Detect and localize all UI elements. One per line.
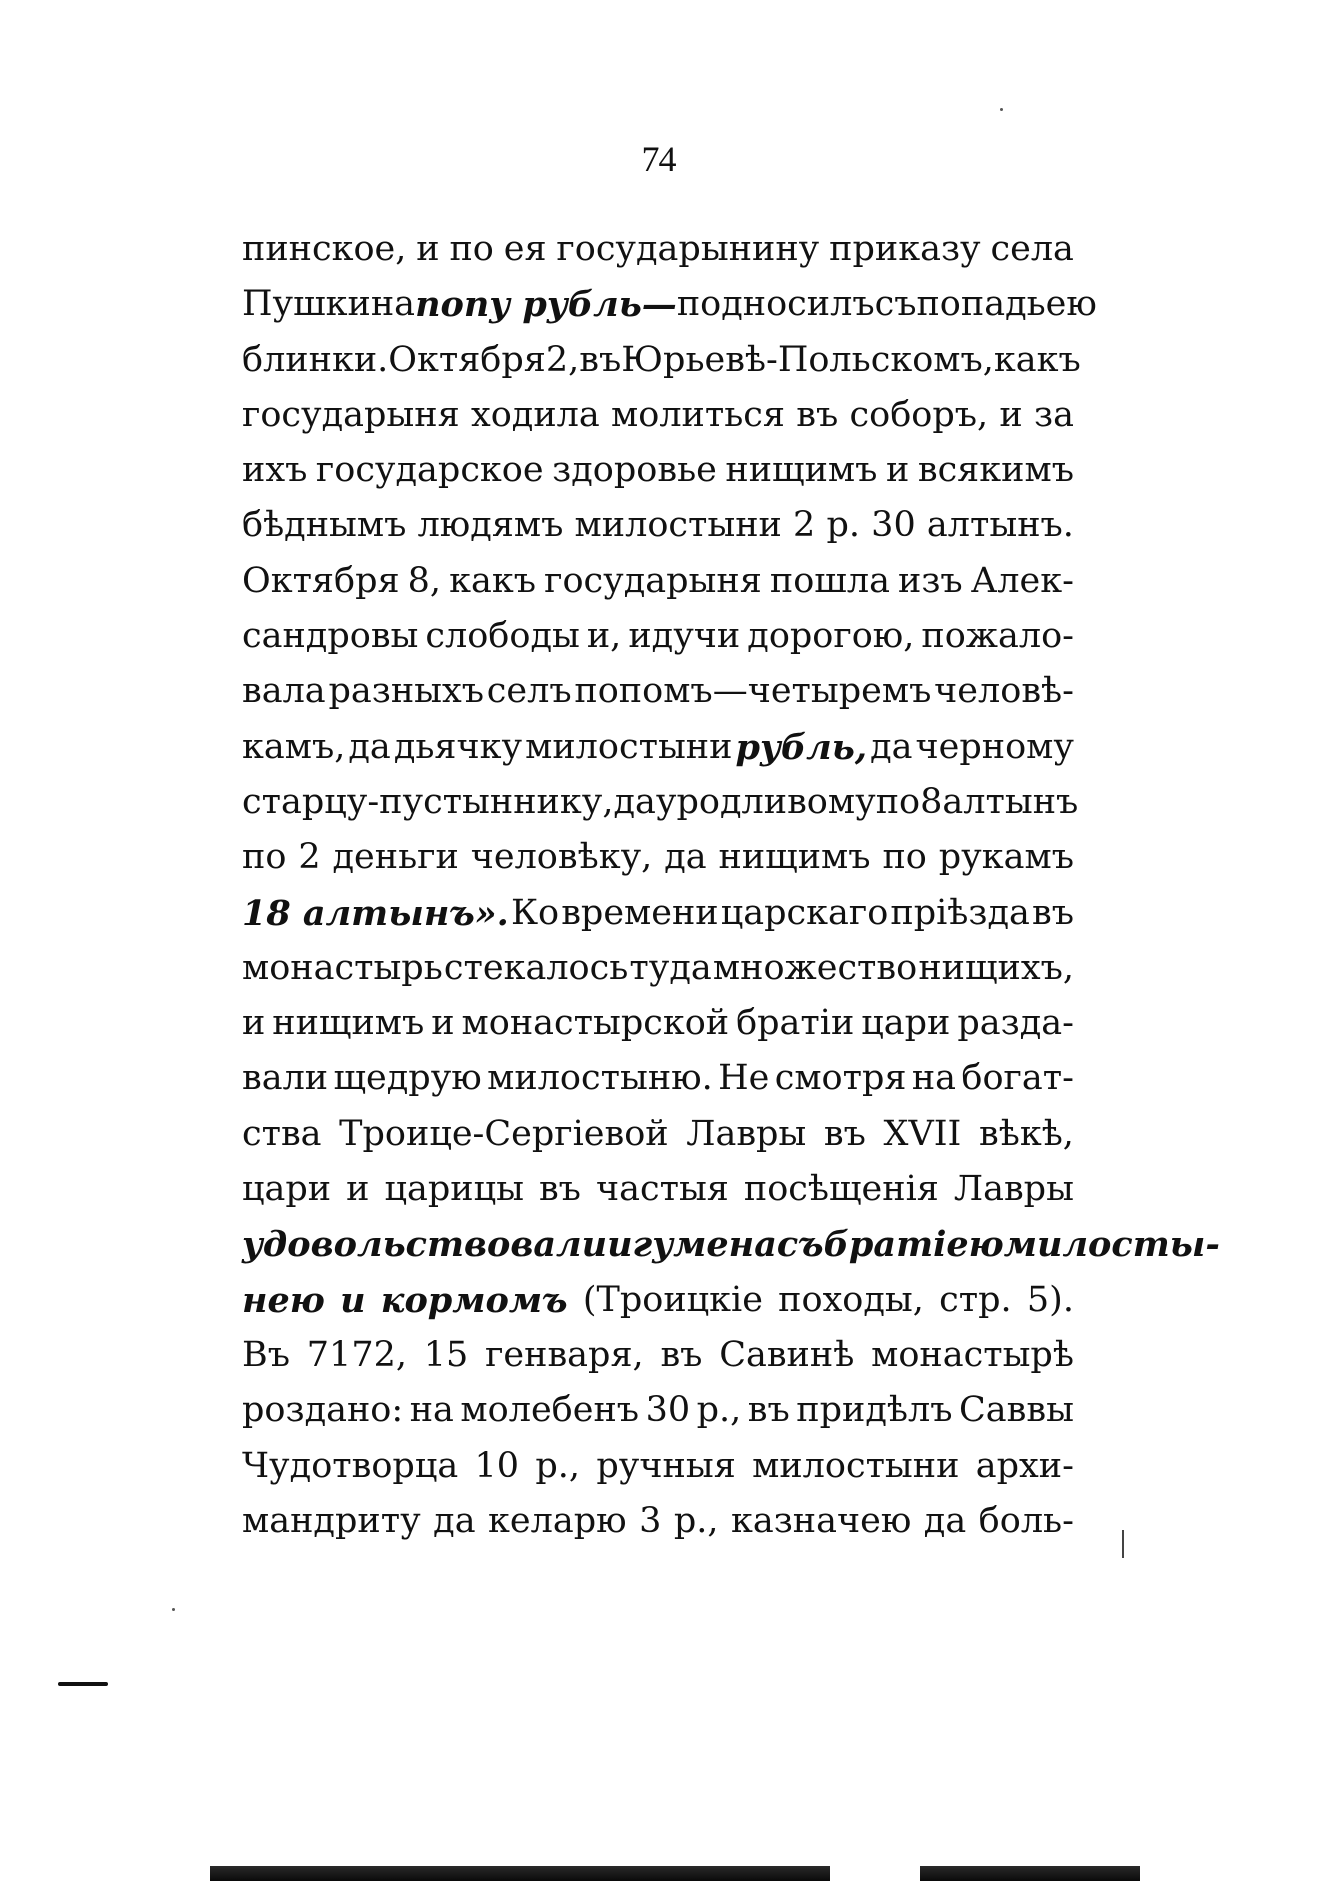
text-line: [242, 333, 1081, 388]
speck: [172, 1608, 175, 1611]
word: келарю: [488, 1500, 627, 1541]
word: по: [875, 781, 921, 822]
word: и: [346, 1169, 370, 1210]
word: въ: [538, 1169, 581, 1210]
word: Октября: [242, 560, 400, 601]
word: удовольствовали: [242, 1224, 608, 1266]
word: старцу-пустыннику,: [242, 781, 614, 822]
word: села: [990, 229, 1074, 269]
word: государыня: [544, 560, 762, 601]
word: дорогою,: [747, 616, 915, 657]
word: цари: [861, 1003, 951, 1044]
text-line: [242, 222, 1074, 277]
word: въ: [1032, 892, 1074, 933]
word: 18 алтынъ».: [242, 892, 509, 934]
word: милостыни: [525, 726, 733, 767]
word: Лавры: [953, 1169, 1074, 1210]
word: алтынъ.: [926, 505, 1074, 546]
word: 2: [793, 505, 816, 546]
word: попу рубль—: [415, 284, 677, 326]
word: р.,: [535, 1445, 581, 1486]
word: Чудотворца: [242, 1445, 459, 1486]
word: Ко: [510, 892, 560, 933]
word: дьячку: [393, 726, 523, 767]
word: разныхъ: [328, 671, 485, 712]
word: нею: [242, 1279, 325, 1321]
text-line: [242, 498, 1074, 553]
word: Пушкина: [242, 284, 416, 325]
word: подносилъ: [676, 284, 875, 325]
text-line: [242, 664, 1074, 719]
word: туда: [629, 947, 712, 988]
word: нищимъ: [272, 1003, 425, 1044]
word: милостыни: [752, 1445, 960, 1486]
word: казначею: [730, 1500, 912, 1541]
word: идучи: [628, 616, 741, 657]
word: р.,: [696, 1390, 742, 1431]
word: за: [1034, 394, 1074, 435]
word: по: [242, 837, 287, 878]
text-line: [242, 775, 1079, 830]
word: черному: [915, 726, 1074, 767]
word: нищимъ: [725, 450, 878, 491]
margin-tick: [1122, 1530, 1124, 1558]
word: изъ: [898, 560, 963, 601]
word: на: [911, 1058, 957, 1099]
word: здоровье: [552, 450, 717, 491]
word: да: [923, 1500, 967, 1541]
word: попомъ—четыремъ: [574, 671, 932, 712]
word: Саввы: [959, 1390, 1074, 1431]
word: соборъ,: [849, 394, 989, 435]
word: какъ: [449, 560, 537, 601]
word: по: [449, 229, 494, 269]
word: смотря: [774, 1058, 907, 1099]
word: сандровы: [242, 616, 419, 657]
page-number: 74: [641, 139, 676, 179]
text-line: [242, 1162, 1074, 1217]
word: рубль,: [735, 726, 868, 768]
word: человѣ-: [934, 671, 1074, 712]
word: монастырѣ: [871, 1334, 1074, 1375]
text-line: [242, 1217, 1220, 1272]
word: Лавры: [686, 1113, 807, 1154]
word: разда-: [957, 1003, 1074, 1044]
word: съ: [776, 1224, 824, 1266]
text-line: [242, 1328, 1074, 1383]
word: стр.: [939, 1279, 1012, 1320]
word: генваря,: [485, 1334, 644, 1375]
word: 7172,: [306, 1334, 407, 1375]
word: въ: [660, 1334, 703, 1375]
word: вала: [242, 671, 326, 712]
word: ства: [242, 1113, 322, 1154]
word: милостыню.: [487, 1058, 713, 1099]
word: игумена: [607, 1224, 777, 1266]
word: алтынъ: [942, 781, 1079, 822]
text-line: [242, 720, 1074, 775]
word: да: [433, 1500, 476, 1541]
word: вѣкѣ,: [979, 1113, 1074, 1154]
word: въ: [796, 394, 839, 435]
word: богат-: [961, 1058, 1074, 1099]
word: 10: [474, 1445, 520, 1486]
bottom-edge-gap: [830, 1866, 920, 1881]
text-line: [242, 830, 1074, 885]
word: кормомъ: [380, 1279, 568, 1321]
body-text: [242, 222, 1220, 1549]
word: и: [416, 229, 440, 269]
word: камъ,: [242, 726, 346, 767]
word: ручныя: [596, 1445, 736, 1486]
word: 8,: [407, 560, 442, 601]
word: да: [613, 781, 656, 822]
word: ходила: [470, 394, 600, 435]
word: да: [870, 726, 913, 767]
text-line: [242, 1439, 1074, 1494]
word: частыя: [595, 1169, 729, 1210]
word: молебенъ: [460, 1390, 640, 1431]
word: слободы: [425, 616, 580, 657]
word: селъ: [486, 671, 572, 712]
word: вали: [242, 1058, 329, 1099]
speck: [1000, 108, 1003, 111]
word: походы,: [778, 1279, 924, 1320]
word: Юрьевѣ-Польскомъ,: [621, 339, 994, 380]
word: прiѣзда: [890, 892, 1030, 933]
word: пинское,: [242, 229, 407, 269]
word: Савинѣ: [719, 1334, 855, 1375]
word: государынину: [556, 229, 820, 269]
word: времени: [561, 892, 719, 933]
text-line: [242, 1107, 1074, 1162]
text-line: [242, 886, 1074, 941]
word: Алек-: [970, 560, 1074, 601]
word: Троице-Сергiевой: [339, 1113, 669, 1154]
word: какъ: [993, 339, 1081, 380]
word: (Троицкiе: [582, 1279, 763, 1320]
text-line: [242, 554, 1074, 609]
word: мандриту: [242, 1500, 421, 1541]
word: милосты-: [1003, 1224, 1220, 1266]
word: множество: [712, 947, 918, 988]
word: царицы: [384, 1169, 524, 1210]
text-line: [242, 1494, 1074, 1549]
word: государское: [315, 450, 544, 491]
word: ея: [503, 229, 547, 269]
word: монастырской: [461, 1003, 730, 1044]
word: да: [348, 726, 391, 767]
word: Не: [718, 1058, 770, 1099]
word: и: [431, 1003, 455, 1044]
word: нищихъ,: [918, 947, 1074, 988]
word: и: [999, 394, 1023, 435]
word: 15: [423, 1334, 469, 1375]
word: р.: [826, 505, 861, 546]
word: и: [885, 450, 910, 491]
word: и: [340, 1279, 366, 1321]
word: 2,: [545, 339, 580, 380]
word: въ: [747, 1390, 790, 1431]
word: посѣщенiя: [743, 1169, 939, 1210]
word: съ: [874, 284, 917, 325]
word: бѣднымъ: [242, 505, 407, 546]
text-line: [242, 1273, 1074, 1328]
text-line: [242, 609, 1074, 664]
text-line: [242, 443, 1074, 498]
word: людямъ: [417, 505, 564, 546]
text-line: [242, 388, 1074, 443]
word: 30: [871, 505, 916, 546]
word: царскаго: [720, 892, 889, 933]
word: человѣку,: [470, 837, 653, 878]
word: 30: [645, 1390, 691, 1431]
bottom-edge-band: [210, 1866, 1140, 1881]
word: 8: [920, 781, 943, 822]
text-line: [242, 277, 1097, 332]
word: по: [882, 837, 927, 878]
word: братiею: [823, 1224, 1004, 1266]
word: и: [242, 1003, 266, 1044]
word: всякимъ: [917, 450, 1074, 491]
word: придѣлъ: [796, 1390, 953, 1431]
word: монастырь: [242, 947, 443, 988]
word: братiи: [736, 1003, 855, 1044]
word: государыня: [242, 394, 460, 435]
word: Въ: [242, 1334, 290, 1375]
word: уродливому: [655, 781, 876, 822]
word: 2: [298, 837, 321, 878]
word: да: [664, 837, 707, 878]
margin-dash: [58, 1682, 108, 1686]
word: нищимъ: [718, 837, 871, 878]
word: цари: [242, 1169, 332, 1210]
word: 5).: [1026, 1279, 1074, 1320]
word: XVII: [883, 1113, 962, 1154]
text-line: [242, 941, 1074, 996]
word: деньги: [332, 837, 459, 878]
word: Октября: [388, 339, 546, 380]
word: и,: [586, 616, 622, 657]
word: милостыни: [574, 505, 782, 546]
text-line: [242, 1051, 1074, 1106]
word: приказу: [829, 229, 981, 269]
word: рукамъ: [938, 837, 1074, 878]
word: ихъ: [242, 450, 308, 491]
word: 3: [639, 1500, 662, 1541]
word: пожало-: [921, 616, 1074, 657]
text-line: [242, 1383, 1074, 1438]
word: боль-: [978, 1500, 1074, 1541]
word: пошла: [769, 560, 890, 601]
word: архи-: [975, 1445, 1074, 1486]
word: въ: [823, 1113, 866, 1154]
word: попадьею: [916, 284, 1097, 325]
word: на: [409, 1390, 454, 1431]
word: щедрую: [333, 1058, 482, 1099]
word: молиться: [611, 394, 785, 435]
word: блинки.: [242, 339, 389, 380]
word: въ: [579, 339, 622, 380]
word: стекалось: [443, 947, 629, 988]
word: р.,: [673, 1500, 719, 1541]
word: роздано:: [242, 1390, 404, 1431]
text-line: [242, 996, 1074, 1051]
